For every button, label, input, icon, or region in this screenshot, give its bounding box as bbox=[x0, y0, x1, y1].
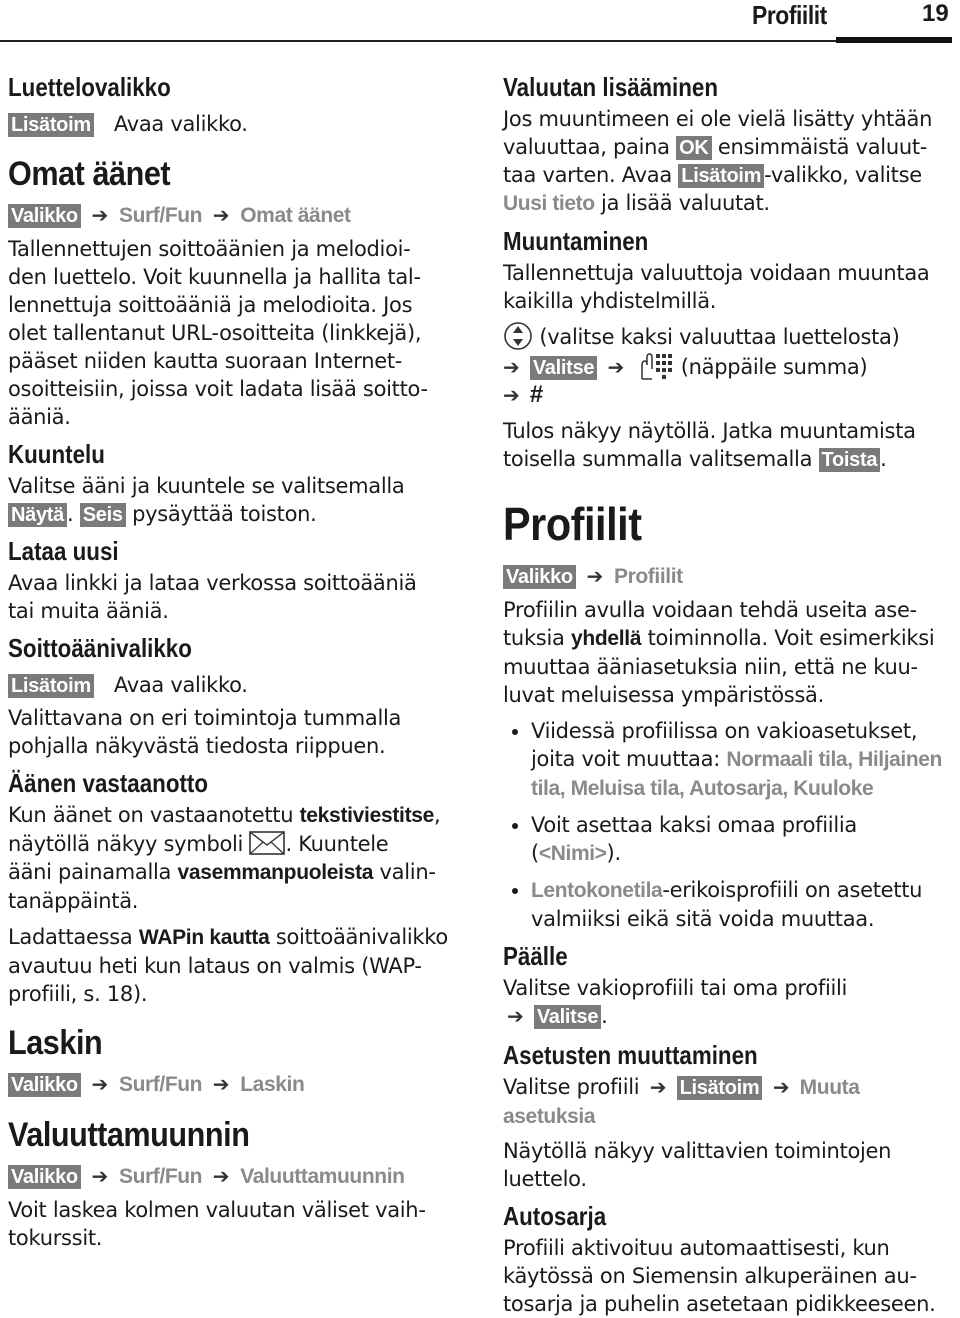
text-line: pääset niiden kautta suoraan Internet- bbox=[8, 349, 403, 373]
menu-surf-fun: Surf/Fun bbox=[118, 204, 203, 227]
arrow-icon: ➔ bbox=[212, 1164, 230, 1188]
text-bold: tekstiviestitse bbox=[299, 804, 435, 827]
hash-key: # bbox=[529, 381, 543, 408]
section-omat-aanet bbox=[8, 155, 453, 431]
title-omat-aanet: Omat äänet bbox=[8, 155, 171, 193]
text-line: lennettuja soittoääniä ja melodioita. Jos bbox=[8, 293, 413, 317]
text-line: tanäppäintä. bbox=[8, 889, 139, 913]
text-line: tokurssit. bbox=[8, 1226, 103, 1250]
text-line: taa varten. Avaa bbox=[503, 163, 679, 187]
arrow-icon: ➔ bbox=[91, 203, 109, 227]
text-line: tai muita ääniä. bbox=[8, 599, 169, 623]
text-bold: WAPin kautta bbox=[138, 926, 270, 949]
arrow-icon: ➔ bbox=[507, 1004, 524, 1028]
text-punct: , bbox=[434, 803, 441, 827]
text-line: pohjalla näkyvästä tiedosta riippuen. bbox=[8, 734, 386, 758]
heading-asetusten-muuttaminen: Asetusten muuttaminen bbox=[503, 1040, 758, 1070]
text-line: luettelo. bbox=[503, 1167, 587, 1191]
softkey-valikko: Valikko bbox=[8, 1165, 81, 1189]
heading-luettelovalikko: Luettelovalikko bbox=[8, 72, 171, 102]
softkey-lisatoim: Lisätoim bbox=[8, 674, 94, 698]
text-line: tuksia bbox=[503, 626, 571, 650]
text-line: den luettelo. Voit kuunnella ja hallita tal- bbox=[8, 265, 421, 289]
arrow-icon: ➔ bbox=[586, 564, 604, 588]
arrow-icon: ➔ bbox=[212, 203, 230, 227]
section-profiilit bbox=[503, 497, 951, 933]
text-line: ja lisää valuutat. bbox=[594, 191, 770, 215]
softkey-lisatoim: Lisätoim bbox=[677, 1076, 763, 1100]
softkey-valikko: Valikko bbox=[8, 204, 81, 228]
heading-valuutan-lisaaminen: Valuutan lisääminen bbox=[503, 72, 718, 102]
text-punct: . bbox=[66, 502, 74, 526]
arrow-icon: ➔ bbox=[91, 1072, 109, 1096]
envelope-icon bbox=[249, 831, 285, 855]
heading-aanen-vastaanotto: Äänen vastaanotto bbox=[8, 768, 209, 798]
text-line: Voit laskea kolmen valuutan väliset vaih- bbox=[8, 1198, 426, 1222]
menu-nimi: <Nimi> bbox=[538, 842, 607, 865]
title-laskin: Laskin bbox=[8, 1024, 103, 1062]
text-punct: . bbox=[880, 447, 887, 471]
text-line: olet tallentanut URL-osoitteita (linkkejä), bbox=[8, 321, 422, 345]
text-line: joita voit muuttaa: bbox=[531, 747, 727, 771]
menu-profile-names: Normaali tila, Hiljainen tila, Meluisa tila, Autosarja, Kuuloke bbox=[531, 748, 942, 800]
text-line: näytöllä näkyy symboli bbox=[8, 832, 250, 856]
softkey-nayta: Näytä bbox=[8, 503, 67, 527]
section-paalle bbox=[503, 941, 951, 1030]
text-line: Profiili aktivoituu automaattisesti, kun bbox=[503, 1236, 890, 1260]
heading-muuntaminen: Muuntaminen bbox=[503, 226, 649, 256]
arrow-icon: ➔ bbox=[503, 383, 520, 407]
luettelovalikko-text: Avaa valikko. bbox=[113, 112, 248, 136]
menu-muuta-asetuksia: Muuta asetuksia bbox=[503, 1076, 860, 1128]
text-punct: ). bbox=[606, 841, 621, 865]
text-line: Profiilin avulla voidaan tehdä useita ase- bbox=[503, 598, 917, 622]
heading-kuuntelu: Kuuntelu bbox=[8, 439, 105, 469]
profile-bullet-list bbox=[503, 717, 951, 933]
menu-profiilit: Profiilit bbox=[613, 565, 683, 588]
text-line: soittoäänivalikko bbox=[269, 925, 448, 949]
section-soittoaanivalikko bbox=[8, 633, 453, 760]
section-kuuntelu bbox=[8, 439, 453, 528]
section-autosarja bbox=[503, 1201, 951, 1318]
text-line: profiili, s. 18). bbox=[8, 982, 148, 1006]
text-line: osoitteisiin, joissa voit ladata lisää soitto- bbox=[8, 377, 428, 401]
text-line: ääniä. bbox=[8, 405, 71, 429]
text-line: Valitse vakioprofiili tai oma profiili bbox=[503, 976, 848, 1000]
softkey-toista: Toista bbox=[819, 448, 881, 472]
text-line: Kun äänet on vastaanotettu bbox=[8, 803, 300, 827]
heading-paalle: Päälle bbox=[503, 941, 568, 971]
text-line: -valikko, valitse bbox=[764, 163, 922, 187]
right-column bbox=[503, 70, 951, 1318]
text-bold: yhdellä bbox=[570, 627, 642, 650]
softkey-ok: OK bbox=[676, 136, 711, 160]
text-line: Viidessä profiilissa on vakioasetukset, bbox=[531, 719, 918, 743]
section-valuuttamuunnin bbox=[8, 1116, 453, 1252]
text-line: . Kuuntele bbox=[285, 832, 389, 856]
text-line: Tallennettuja valuuttoja voidaan muuntaa bbox=[503, 261, 930, 285]
text-line: Tallennettujen soittoäänien ja melodioi- bbox=[8, 237, 411, 261]
softkey-seis: Seis bbox=[80, 503, 126, 527]
text-line: (näppäile summa) bbox=[680, 355, 868, 379]
arrow-icon: ➔ bbox=[91, 1164, 109, 1188]
menu-omat-aanet: Omat äänet bbox=[240, 204, 351, 227]
title-valuuttamuunnin: Valuuttamuunnin bbox=[8, 1116, 250, 1154]
heading-lataa-uusi: Lataa uusi bbox=[8, 536, 119, 566]
section-asetusten-muuttaminen bbox=[503, 1040, 951, 1193]
text-line: Voit asettaa kaksi omaa profiilia ( bbox=[531, 813, 857, 865]
menu-path-profiilit bbox=[503, 561, 951, 592]
text-line: toisella summalla valitsemalla bbox=[503, 447, 819, 471]
text-line: avautuu heti kun lataus on valmis (WAP- bbox=[8, 954, 422, 978]
text-line: Valitse ääni ja kuuntele se valitsemalla bbox=[8, 474, 405, 498]
menu-path-omat-aanet bbox=[8, 200, 453, 231]
list-item bbox=[531, 811, 951, 868]
navigation-key-icon bbox=[503, 321, 533, 351]
header-rule bbox=[0, 40, 952, 42]
menu-valuuttamuunnin: Valuuttamuunnin bbox=[240, 1165, 405, 1188]
text-line: Avaa valikko. bbox=[113, 673, 248, 697]
header-title: Profiilit bbox=[752, 0, 827, 30]
section-luettelovalikko bbox=[8, 72, 453, 139]
menu-lentokonetila: Lentokonetila bbox=[531, 879, 663, 902]
arrow-icon: ➔ bbox=[649, 1075, 667, 1099]
section-aanen-vastaanotto bbox=[8, 768, 453, 1008]
text-line: Jos muuntimeen ei ole vielä lisätty yhtään bbox=[503, 107, 933, 131]
list-item bbox=[531, 717, 951, 803]
arrow-icon: ➔ bbox=[212, 1072, 230, 1096]
arrow-icon: ➔ bbox=[772, 1075, 790, 1099]
text-bold: vasemmanpuoleista bbox=[177, 861, 374, 884]
text-line: Ladattaessa bbox=[8, 925, 139, 949]
text-line: valuuttaa, paina bbox=[503, 135, 677, 159]
text-line: Tulos näkyy näytöllä. Jatka muuntamista bbox=[503, 419, 916, 443]
text-line: pysäyttää toiston. bbox=[132, 502, 317, 526]
menu-path-valuuttamuunnin bbox=[8, 1161, 453, 1192]
menu-surf-fun: Surf/Fun bbox=[118, 1165, 203, 1188]
menu-laskin: Laskin bbox=[240, 1073, 305, 1096]
omat-aanet-description bbox=[8, 235, 453, 431]
text-line: kaikilla yhdistelmillä. bbox=[503, 289, 717, 313]
left-column bbox=[8, 70, 453, 1252]
text-line: luvat meluisessa ympäristössä. bbox=[503, 683, 824, 707]
section-valuutan-lisaaminen bbox=[503, 72, 951, 218]
section-laskin bbox=[8, 1024, 453, 1100]
softkey-valitse: Valitse bbox=[534, 1005, 601, 1029]
text-line: valin- bbox=[373, 860, 436, 884]
text-line: ensimmäistä valuut- bbox=[711, 135, 928, 159]
list-item bbox=[531, 876, 951, 933]
section-muuntaminen bbox=[503, 226, 951, 473]
softkey-lisatoim: Lisätoim bbox=[678, 164, 764, 188]
softkey-valitse: Valitse bbox=[530, 356, 597, 380]
menu-surf-fun: Surf/Fun bbox=[118, 1073, 203, 1096]
text-line: (valitse kaksi valuuttaa luettelosta) bbox=[539, 325, 900, 349]
softkey-valikko: Valikko bbox=[503, 565, 576, 589]
menu-path-laskin bbox=[8, 1069, 453, 1100]
page-number: 19 bbox=[922, 0, 949, 27]
arrow-icon: ➔ bbox=[503, 355, 520, 379]
text-line: käytössä on Siemensin alkuperäinen au- bbox=[503, 1264, 917, 1288]
text-line: toiminnolla. Voit esimerkiksi bbox=[641, 626, 935, 650]
arrow-icon: ➔ bbox=[607, 355, 624, 379]
softkey-lisatoim: Lisätoim bbox=[8, 113, 94, 137]
text-line: muuttaa ääniasetuksia niin, että ne kuu- bbox=[503, 655, 918, 679]
text-line: tosarja ja puhelin asetetaan pidikkeeseen. bbox=[503, 1292, 936, 1316]
text-line: Valittavana on eri toimintoja tummalla bbox=[8, 706, 402, 730]
title-profiilit: Profiilit bbox=[503, 498, 642, 550]
menu-uusi-tieto: Uusi tieto bbox=[503, 192, 595, 215]
header-rule-accent bbox=[836, 37, 952, 43]
text-line: -erikoisprofiili on asetettu valmiiksi eikä sitä voida muuttaa. bbox=[531, 878, 923, 931]
text-line: Valitse profiili bbox=[503, 1075, 640, 1099]
heading-autosarja: Autosarja bbox=[503, 1201, 607, 1231]
text-line: ääni painamalla bbox=[8, 860, 178, 884]
text-line: Näytöllä näkyy valittavien toimintojen bbox=[503, 1139, 892, 1163]
section-lataa-uusi bbox=[8, 536, 453, 625]
keypad-icon bbox=[634, 351, 674, 381]
text-line: Avaa linkki ja lataa verkossa soittoääniä bbox=[8, 571, 417, 595]
heading-soittoaanivalikko: Soittoäänivalikko bbox=[8, 633, 192, 663]
softkey-valikko: Valikko bbox=[8, 1073, 81, 1097]
text-punct: . bbox=[601, 1004, 608, 1028]
